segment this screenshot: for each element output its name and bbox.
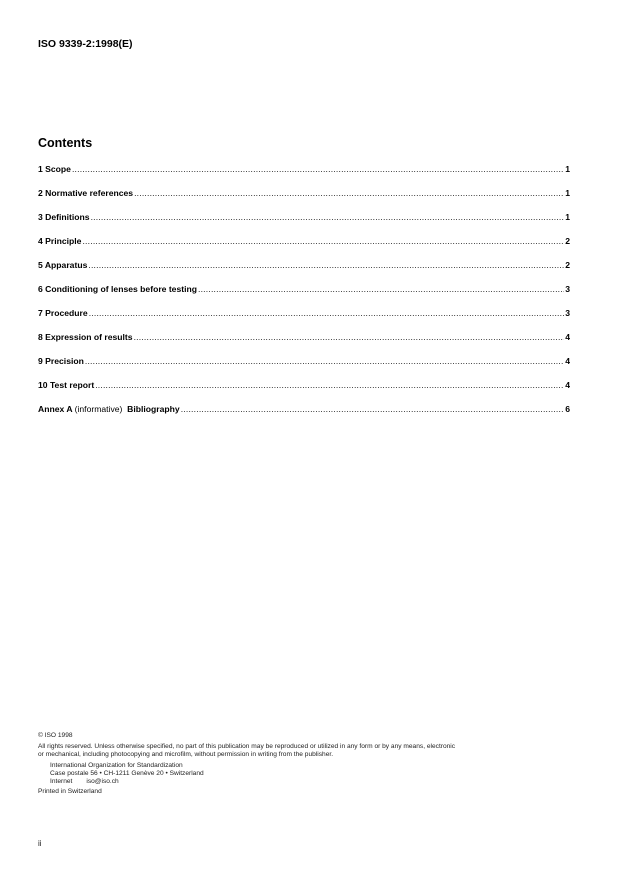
leader-dots (88, 260, 564, 270)
leader-dots (72, 164, 564, 174)
toc-entry-page: 4 (565, 356, 570, 366)
address-line-1: International Organization for Standardization (50, 761, 183, 769)
toc-entry-page: 1 (565, 212, 570, 222)
toc-entry-page: 2 (565, 260, 570, 270)
toc-entry-label: 10 Test report (38, 380, 95, 390)
toc-entry-scope[interactable] (38, 164, 570, 188)
table-of-contents (38, 164, 570, 428)
internet-contact (50, 778, 588, 786)
leader-dots (89, 308, 565, 318)
rights-statement (38, 743, 588, 759)
printed-in: Printed in Switzerland (38, 788, 102, 796)
rights-line-1: All rights reserved. Unless otherwise specified, no part of this publication may be reproduced or utilized in any form or by any means, electronic (38, 743, 456, 751)
address-line-2: Case postale 56 • CH-1211 Genève 20 • Switzerland (50, 769, 204, 777)
toc-entry-page: 1 (565, 164, 570, 174)
leader-dots (82, 236, 564, 246)
toc-entry-label: 9 Precision (38, 356, 84, 366)
leader-dots (181, 404, 565, 414)
toc-entry-label: 4 Principle (38, 236, 82, 246)
contents-heading: Contents (38, 136, 93, 150)
internet-label: Internet (50, 778, 73, 786)
leader-dots (134, 332, 565, 342)
rights-line-2: or mechanical, including photocopying and microfilm, without permission in writing from the publisher. (38, 751, 334, 759)
copyright-notice: © ISO 1998 (38, 732, 73, 739)
toc-entry-label: 6 Conditioning of lenses before testing (38, 284, 197, 294)
toc-entry-expression-of-results[interactable] (38, 332, 570, 356)
toc-entry-page: 2 (565, 236, 570, 246)
toc-entry-annex-a-bibliography[interactable] (38, 404, 570, 428)
page-number: ii (38, 839, 42, 848)
leader-dots (95, 380, 564, 390)
annex-title: Bibliography (127, 404, 180, 414)
toc-entry-principle[interactable] (38, 236, 570, 260)
toc-entry-label (38, 404, 180, 414)
toc-entry-page: 3 (565, 284, 570, 294)
toc-entry-apparatus[interactable] (38, 260, 570, 284)
toc-entry-label: 5 Apparatus (38, 260, 88, 270)
publisher-address (38, 762, 588, 787)
copyright-footer (38, 732, 588, 796)
toc-entry-page: 6 (565, 404, 570, 414)
toc-entry-page: 1 (565, 188, 570, 198)
toc-entry-label: 1 Scope (38, 164, 71, 174)
leader-dots (91, 212, 565, 222)
toc-entry-label: 8 Expression of results (38, 332, 133, 342)
toc-entry-page: 3 (565, 308, 570, 318)
annex-note: (informative) (74, 404, 123, 414)
leader-dots (134, 188, 564, 198)
toc-entry-page: 4 (565, 332, 570, 342)
toc-entry-test-report[interactable] (38, 380, 570, 404)
leader-dots (198, 284, 564, 294)
toc-entry-precision[interactable] (38, 356, 570, 380)
toc-entry-page: 4 (565, 380, 570, 390)
toc-entry-label: 7 Procedure (38, 308, 88, 318)
toc-entry-procedure[interactable] (38, 308, 570, 332)
leader-dots (85, 356, 564, 366)
annex-label: Annex A (38, 404, 73, 414)
toc-entry-label: 3 Definitions (38, 212, 90, 222)
toc-entry-conditioning[interactable] (38, 284, 570, 308)
toc-entry-normative-references[interactable] (38, 188, 570, 212)
toc-entry-definitions[interactable] (38, 212, 570, 236)
toc-entry-label: 2 Normative references (38, 188, 134, 198)
document-id-header: ISO 9339-2:1998(E) (38, 38, 133, 50)
internet-email[interactable]: iso@iso.ch (86, 778, 119, 786)
